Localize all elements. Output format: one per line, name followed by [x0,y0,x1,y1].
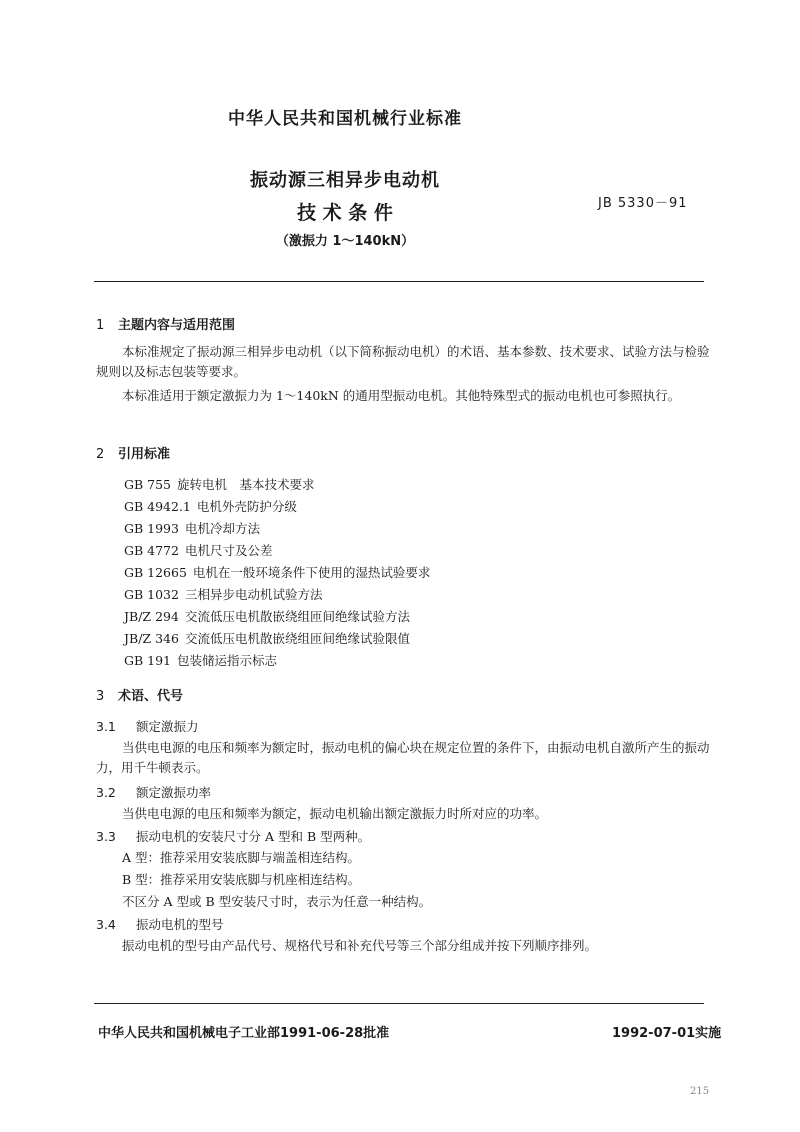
subsection-3-3-type-a: A 型：推荐采用安装底脚与端盖相连结构。 [122,850,361,865]
subsection-title: 振动电机的型号 [136,917,224,932]
section-1-paragraph-2: 本标准适用于额定激振力为 1～140kN 的通用型振动电机。其他特殊型式的振动电机也可参照执行。 [122,388,681,403]
reference-item [124,650,277,669]
reference-title: 旋转电机 基本技术要求 [177,477,315,492]
reference-item [124,474,315,493]
subsection-3-1-text: 当供电电源的电压和频率为额定时，振动电机的偏心块在规定位置的条件下，由振动电机自激所产生的振动力，用千牛顿表示。 [96,740,710,775]
subsection-3-4-text: 振动电机的型号由产品代号、规格代号和补充代号等三个部分组成并按下列顺序排列。 [122,938,598,953]
subsection-number: 3.3 [96,829,116,844]
reference-code: JB/Z 346 [124,631,179,646]
subsection-number: 3.1 [96,719,116,734]
reference-item [124,562,430,581]
section-number: 2 [96,447,105,462]
section-1-paragraph-1: 本标准规定了振动源三相异步电动机（以下简称振动电机）的术语、基本参数、技术要求、试验方法与检验规则以及标志包装等要求。 [96,344,710,379]
reference-code: JB/Z 294 [124,609,179,624]
reference-title: 交流低压电机散嵌绕组匝间绝缘试验方法 [184,609,410,624]
section-1-heading [96,314,235,333]
reference-item [124,606,410,625]
reference-code: GB 4942.1 [124,499,191,514]
reference-item [124,540,272,559]
section-number: 1 [96,318,105,333]
reference-code: GB 191 [124,653,172,668]
issuing-organization: 中华人民共和国机械行业标准 [228,109,462,129]
subsection-3-4-heading [96,914,224,933]
document-scope-note: （激振力 1～140kN） [275,234,415,249]
effective-date: 1992-07-01实施 [612,1026,722,1041]
reference-code: GB 4772 [124,543,179,558]
subsection-number: 3.4 [96,917,116,932]
reference-code: GB 1993 [124,521,179,536]
approval-line: 中华人民共和国机械电子工业部1991-06-28批准 [98,1026,390,1041]
reference-code: GB 1032 [124,587,179,602]
reference-title: 电机冷却方法 [184,521,260,536]
reference-code: GB 755 [124,477,172,492]
section-title: 引用标准 [118,447,171,462]
reference-title: 包装储运指示标志 [177,653,278,668]
subsection-title: 额定激振功率 [136,785,212,800]
reference-item [124,518,260,537]
header-divider [94,281,704,282]
section-number: 3 [96,689,105,704]
section-title: 术语、代号 [118,689,184,704]
document-subtitle: 技 术 条 件 [297,202,393,224]
page-number: 215 [690,1086,710,1097]
subsection-title: 振动电机的安装尺寸分 A 型和 B 型两种。 [136,829,371,844]
reference-code: GB 12665 [124,565,187,580]
reference-title: 三相异步电动机试验方法 [184,587,323,602]
subsection-3-1-heading [96,716,199,735]
subsection-title: 额定激振力 [136,719,199,734]
document-title: 振动源三相异步电动机 [250,170,440,191]
section-2-heading [96,443,170,462]
footer-divider [94,1003,704,1004]
reference-item [124,584,322,603]
section-title: 主题内容与适用范围 [118,318,236,333]
reference-title: 电机在一般环境条件下使用的湿热试验要求 [192,565,431,580]
subsection-3-2-heading [96,782,211,801]
subsection-number: 3.2 [96,785,116,800]
subsection-3-3-type-b: B 型：推荐采用安装底脚与机座相连结构。 [122,872,361,887]
reference-item [124,628,410,647]
reference-item [124,496,297,515]
standard-number: JB 5330－91 [598,196,688,211]
subsection-3-3-heading [96,826,370,845]
subsection-3-3-note: 不区分 A 型或 B 型安装尺寸时，表示为任意一种结构。 [122,894,432,909]
section-3-heading [96,685,183,704]
subsection-3-2-text: 当供电电源的电压和频率为额定，振动电机输出额定激振力时所对应的功率。 [122,806,548,821]
reference-title: 电机尺寸及公差 [184,543,273,558]
reference-title: 电机外壳防护分级 [196,499,297,514]
reference-title: 交流低压电机散嵌绕组匝间绝缘试验限值 [184,631,410,646]
